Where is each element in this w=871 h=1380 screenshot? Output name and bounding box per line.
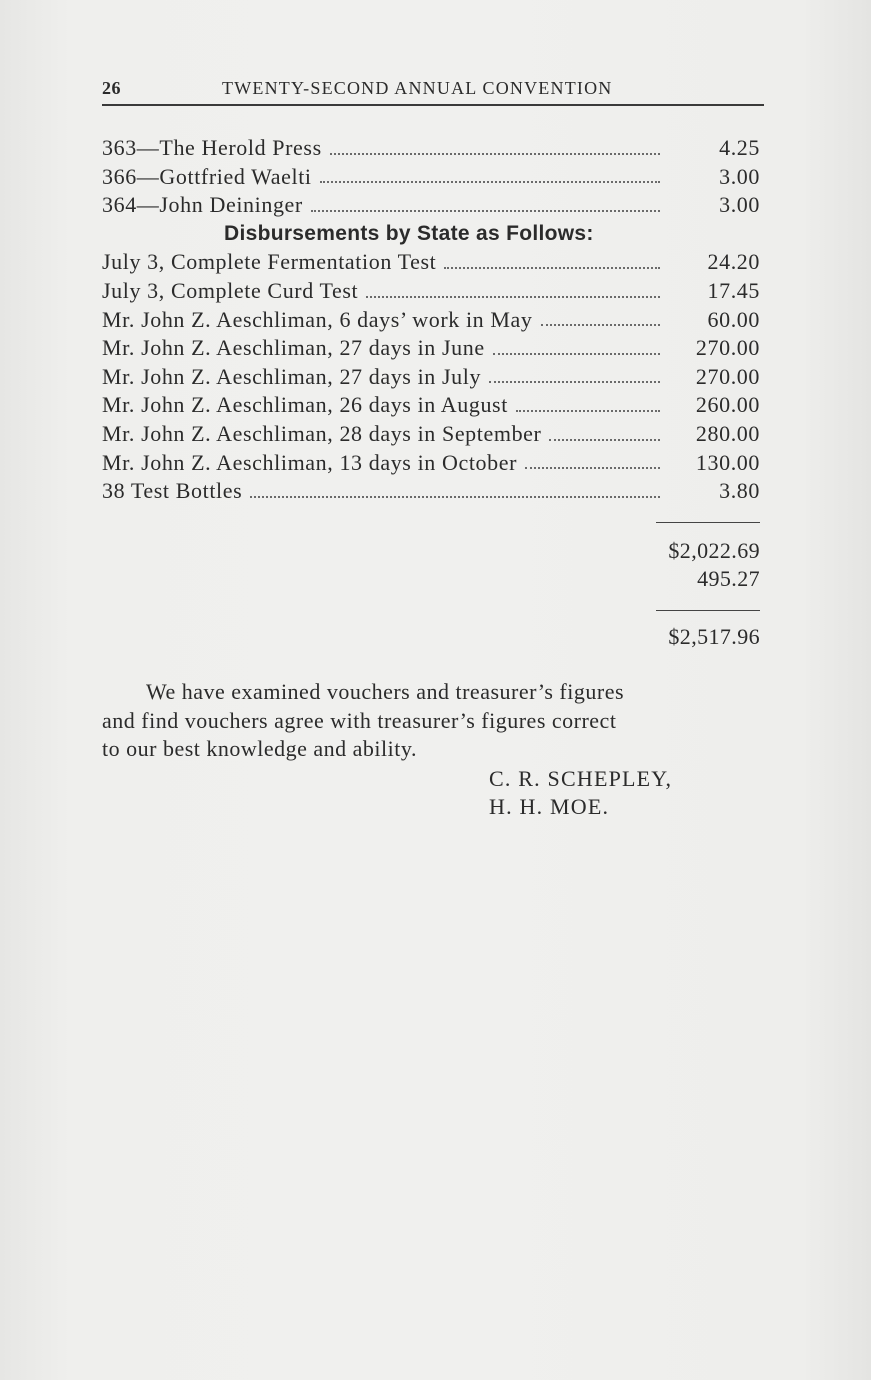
ledger-row — [102, 391, 760, 420]
entry-label: July 3, Complete Curd Test — [102, 277, 359, 303]
entry-label: Mr. John Z. Aeschliman, 26 days in August — [102, 392, 508, 418]
entry-label: Mr. John Z. Aeschliman, 13 days in October — [102, 449, 518, 475]
dot-leader — [516, 410, 660, 412]
ledger-row — [102, 191, 760, 220]
statement-line: and find vouchers agree with treasurer’s figures correct — [102, 707, 617, 733]
entry-amount: 3.00 — [719, 163, 760, 189]
dot-leader — [549, 439, 660, 441]
dot-leader — [525, 467, 660, 469]
ledger-row — [102, 277, 760, 306]
entry-label: Mr. John Z. Aeschliman, 28 days in September — [102, 420, 542, 446]
section-heading: Disbursements by State as Follows: — [224, 221, 594, 245]
entry-label: 363—The Herold Press — [102, 135, 322, 160]
dot-leader — [541, 324, 660, 326]
page-header — [102, 76, 764, 106]
ledger-row — [102, 248, 760, 277]
entry-label: Mr. John Z. Aeschliman, 27 days in July — [102, 363, 482, 389]
audit-statement — [102, 678, 758, 764]
dot-leader — [493, 353, 660, 355]
ledger-row — [102, 363, 760, 392]
entry-amount: 3.80 — [719, 478, 760, 504]
entry-amount: 270.00 — [695, 363, 760, 389]
dot-leader — [444, 267, 660, 269]
entry-amount: 260.00 — [695, 392, 760, 418]
entry-label: 364—John Deininger — [102, 192, 303, 218]
entry-amount: 280.00 — [695, 420, 760, 446]
ledger-row — [102, 163, 760, 192]
page-number: 26 — [102, 78, 121, 98]
ledger-row — [102, 306, 760, 335]
ledger-row — [102, 334, 760, 363]
entry-amount: 3.00 — [719, 192, 760, 218]
entry-label: July 3, Complete Fermentation Test — [102, 249, 437, 275]
ledger-row — [102, 420, 760, 449]
statement-line: We have examined vouchers and treasurer’s figures — [146, 679, 625, 704]
entry-amount: 60.00 — [707, 306, 760, 332]
signatory-name: H. H. MOE. — [489, 794, 610, 819]
entry-amount: 4.25 — [719, 135, 760, 160]
subtotal-amount: $2,022.69 — [668, 538, 760, 563]
addition-amount: 495.27 — [697, 566, 760, 591]
dot-leader — [489, 381, 660, 383]
entry-amount: 17.45 — [707, 277, 760, 303]
entry-label: 38 Test Bottles — [102, 478, 243, 504]
entry-label: Mr. John Z. Aeschliman, 6 days’ work in May — [102, 306, 533, 332]
entry-label: Mr. John Z. Aeschliman, 27 days in June — [102, 335, 485, 361]
grand-total-amount: $2,517.96 — [668, 624, 760, 649]
signature-block — [489, 765, 672, 821]
dot-leader — [250, 496, 660, 498]
entry-label: 366—Gottfried Waelti — [102, 163, 312, 189]
dot-leader — [320, 181, 660, 183]
dot-leader — [366, 296, 660, 298]
total-rule — [656, 610, 760, 611]
ledger-entries — [102, 134, 760, 506]
ledger-row — [102, 477, 760, 506]
running-title: TWENTY-SECOND ANNUAL CONVENTION — [222, 78, 613, 98]
dot-leader — [311, 210, 660, 212]
dot-leader — [330, 153, 660, 155]
ledger-row — [102, 134, 760, 163]
signatory-name: C. R. SCHEPLEY, — [489, 766, 673, 791]
ledger-row — [102, 449, 760, 478]
subtotal-rule — [656, 522, 760, 523]
entry-amount: 130.00 — [695, 449, 760, 475]
statement-line: to our best knowledge and ability. — [102, 736, 417, 761]
entry-amount: 24.20 — [707, 249, 760, 275]
entry-amount: 270.00 — [695, 335, 760, 361]
